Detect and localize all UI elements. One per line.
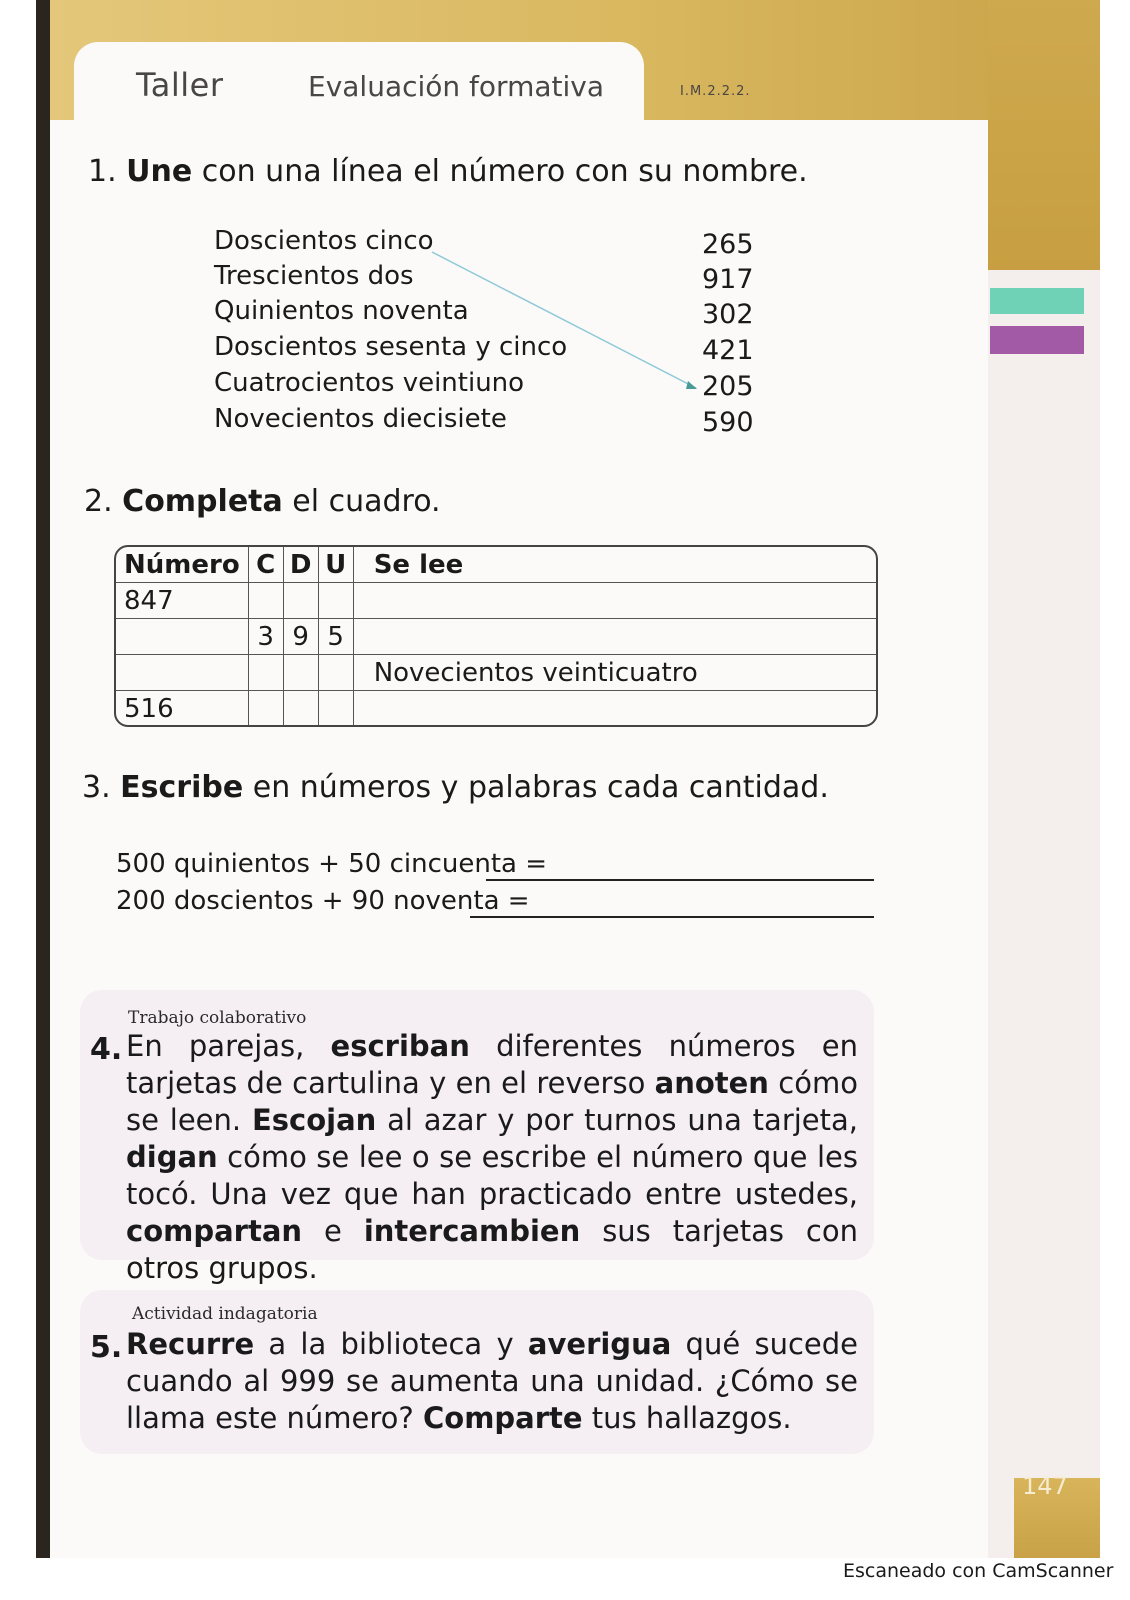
header-cell: Número [116,547,248,583]
place-value-table [114,545,878,727]
table-cell[interactable] [318,583,353,619]
table-cell[interactable] [318,655,353,691]
table-cell[interactable] [248,655,283,691]
table-cell[interactable]: 5 [318,619,353,655]
equation-line: 500 quinientos + 50 cincuenta = [116,849,548,879]
section-tag: Trabajo colaborativo [128,1008,307,1028]
question-3 [82,770,829,805]
number-item: 917 [702,264,754,295]
question-text: el cuadro. [282,484,441,519]
table-cell[interactable]: 9 [283,619,318,655]
header-cell: Se lee [353,547,876,583]
question-verb: Escribe [120,770,244,805]
header-cell: U [318,547,353,583]
question-5-text: Recurre a la biblioteca y averigua qué sucede cuando al 999 se aumenta una unidad. ¿Cómo se llama este número? Comparte tus hallazgos. [126,1327,858,1435]
question-2 [84,484,441,519]
table-cell[interactable] [248,583,283,619]
name-item: Doscientos sesenta y cinco [214,332,568,362]
table-cell[interactable] [283,583,318,619]
table-cell[interactable]: Novecientos veinticuatro [353,655,876,691]
curriculum-code: I.M.2.2.2. [680,84,751,99]
number-item: 265 [702,229,754,260]
name-item: Doscientos cinco [214,226,434,256]
question-number: 5. [90,1330,123,1365]
header-cell: C [248,547,283,583]
question-text: en números y palabras cada cantidad. [243,770,829,805]
table-cell[interactable] [318,691,353,727]
header-title: Taller [136,66,224,104]
table-cell[interactable] [283,655,318,691]
table-cell[interactable]: 3 [248,619,283,655]
table-row [116,691,876,727]
answer-line[interactable] [470,916,874,918]
table-cell[interactable] [116,619,248,655]
header-cell: D [283,547,318,583]
question-number: 3. [82,770,111,805]
table-cell[interactable] [283,691,318,727]
table-cell[interactable] [353,583,876,619]
question-4-text: En parejas, escriban diferentes números en tarjetas de cartulina y en el reverso anoten cómo se leen. Escojan al azar y por turnos una tarjeta, digan cómo se lee o se escribe el número que les tocó. Una vez que han practicado entre ustedes, compartan e intercambien sus tarjetas con otros grupos. [126,1029,859,1285]
name-item: Quinientos noventa [214,296,469,326]
section-tag: Actividad indagatoria [132,1304,318,1324]
question-number: 4. [90,1032,123,1067]
table-row [116,655,876,691]
number-item: 421 [702,335,754,366]
equation-line: 200 doscientos + 90 noventa = [116,886,530,916]
table-cell[interactable] [116,655,248,691]
table-cell[interactable]: 847 [116,583,248,619]
name-item: Novecientos diecisiete [214,404,507,434]
number-item: 205 [702,371,754,402]
page-number: 147 [1022,1472,1068,1500]
number-item: 302 [702,299,754,330]
header-subtitle: Evaluación formativa [308,70,604,103]
table-cell[interactable] [353,619,876,655]
table-cell[interactable] [353,691,876,727]
table-row [116,619,876,655]
table-cell[interactable]: 516 [116,691,248,727]
question-verb: Une [126,154,193,189]
answer-line[interactable] [486,879,874,881]
name-item: Cuatrocientos veintiuno [214,368,525,398]
table-row [116,583,876,619]
question-number: 1. [88,154,117,189]
number-item: 590 [702,407,754,438]
question-verb: Completa [122,484,283,519]
scanner-watermark: Escaneado con CamScanner [843,1560,1114,1582]
table-cell[interactable] [248,691,283,727]
question-text: con una línea el número con su nombre. [192,154,808,189]
name-item: Trescientos dos [214,261,414,291]
question-number: 2. [84,484,113,519]
table-header-row [116,547,876,583]
